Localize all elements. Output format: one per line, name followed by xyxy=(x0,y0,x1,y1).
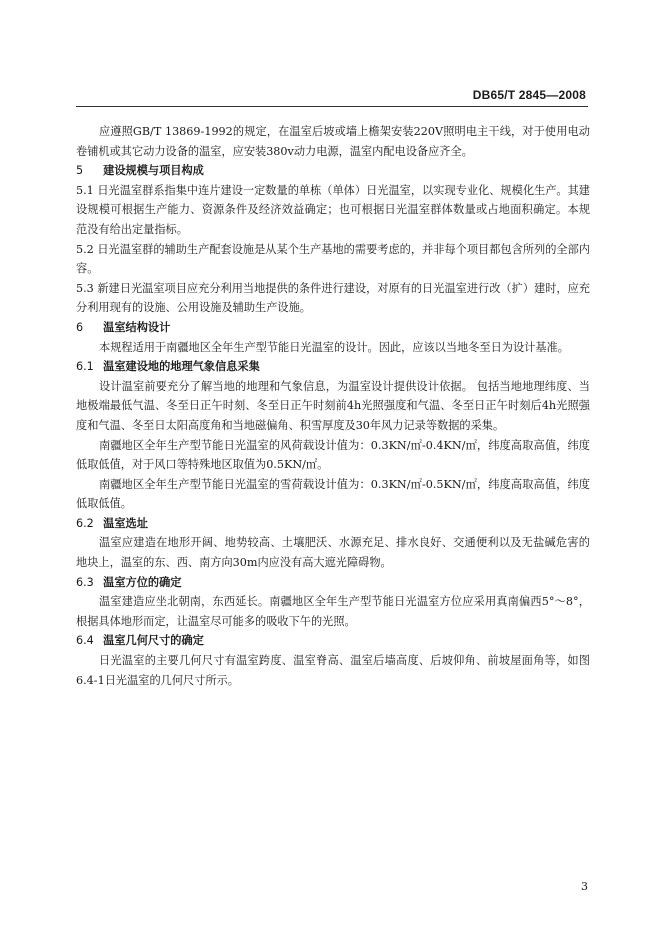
section-title: 温室方位的确定 xyxy=(103,575,182,589)
section-number: 5 xyxy=(76,164,84,178)
section-heading xyxy=(76,357,590,377)
page-number: 3 xyxy=(581,880,588,893)
section-heading xyxy=(76,573,590,593)
section-heading xyxy=(76,318,590,338)
body-paragraph: 设计温室前要充分了解当地的地理和气象信息，为温室设计提供设计依据。 包括当地地理纬度、当地极端最低气温、冬至日正午时刻、冬至日正午时刻前4h光照强度和气温、冬至日正午时刻后4h光照强度和气温、冬至日太阳高度角和当地磁偏角、积雪厚度及30年风力记录等数据的采集。 xyxy=(76,379,590,432)
body-paragraph: 5.1 日光温室群系指集中连片建设一定数量的单栋（单体）日光温室，以实现专业化、规模化生产。其建设规模可根据生产能力、资源条件及经济效益确定；也可根据日光温室群体数量或占地面积确定。本规范没有给出定量指标。 xyxy=(76,183,590,236)
section-title: 温室几何尺寸的确定 xyxy=(103,634,204,648)
header-rule xyxy=(76,106,588,107)
body-paragraph: 南疆地区全年生产型节能日光温室的风荷载设计值为：0.3KN/㎡-0.4KN/㎡，纬度高取高值，纬度低取低值，对于风口等特殊地区取值为0.5KN/㎡。 xyxy=(76,438,590,472)
section-number: 6.4 xyxy=(76,634,94,648)
body-paragraph: 温室应建造在地形开阔、地势较高、土壤肥沃、水源充足、排水良好、交通便利以及无盐碱危害的地块上，温室的东、西、南方向30m内应没有高大遮光障碍物。 xyxy=(76,536,590,570)
document-body xyxy=(76,122,590,690)
section-number: 6.3 xyxy=(76,575,94,589)
body-paragraph: 5.2 日光温室群的辅助生产配套设施是从某个生产基地的需要考虑的，并非每个项目都包含所列的全部内容。 xyxy=(76,242,590,276)
body-paragraph: 日光温室的主要几何尺寸有温室跨度、温室脊高、温室后墙高度、后坡仰角、前坡屋面角等，如图6.4-1日光温室的几何尺寸所示。 xyxy=(76,654,590,687)
body-paragraph: 5.3 新建日光温室项目应充分利用当地提供的条件进行建设，对原有的日光温室进行改（扩）建时，应充分利用现有的设施、公用设施及辅助生产设施。 xyxy=(76,281,590,315)
section-title: 建设规模与项目构成 xyxy=(103,164,204,178)
section-number: 6.2 xyxy=(76,516,94,530)
section-title: 温室选址 xyxy=(103,516,148,530)
body-paragraph: 南疆地区全年生产型节能日光温室的雪荷载设计值为：0.3KN/㎡-0.5KN/㎡，纬度高取高值，纬度低取低值。 xyxy=(76,477,590,511)
section-title: 温室结构设计 xyxy=(103,320,171,334)
document-number: DB65/T 2845—2008 xyxy=(472,88,586,102)
body-paragraph: 温室建造应坐北朝南，东西延长。南疆地区全年生产型节能日光温室方位应采用真南偏西5°～8°，根据具体地形而定，让温室尽可能多的吸收下午的光照。 xyxy=(76,595,590,628)
section-number: 6.1 xyxy=(76,360,94,374)
body-paragraph: 本规程适用于南疆地区全年生产型节能日光温室的设计。因此，应该以当地冬至日为设计基准。 xyxy=(99,340,569,354)
section-heading xyxy=(76,514,590,534)
body-paragraph: 应遵照GB/T 13869-1992的规定，在温室后坡或墙上檐架安装220V照明电主干线，对于使用电动卷铺机或其它动力设备的温室，应安装380v动力电源，温室内配电设备应齐全。 xyxy=(76,125,590,158)
section-heading xyxy=(76,631,590,651)
section-number: 6 xyxy=(76,320,84,334)
section-title: 温室建设地的地理气象信息采集 xyxy=(103,360,260,374)
section-heading xyxy=(76,161,590,181)
